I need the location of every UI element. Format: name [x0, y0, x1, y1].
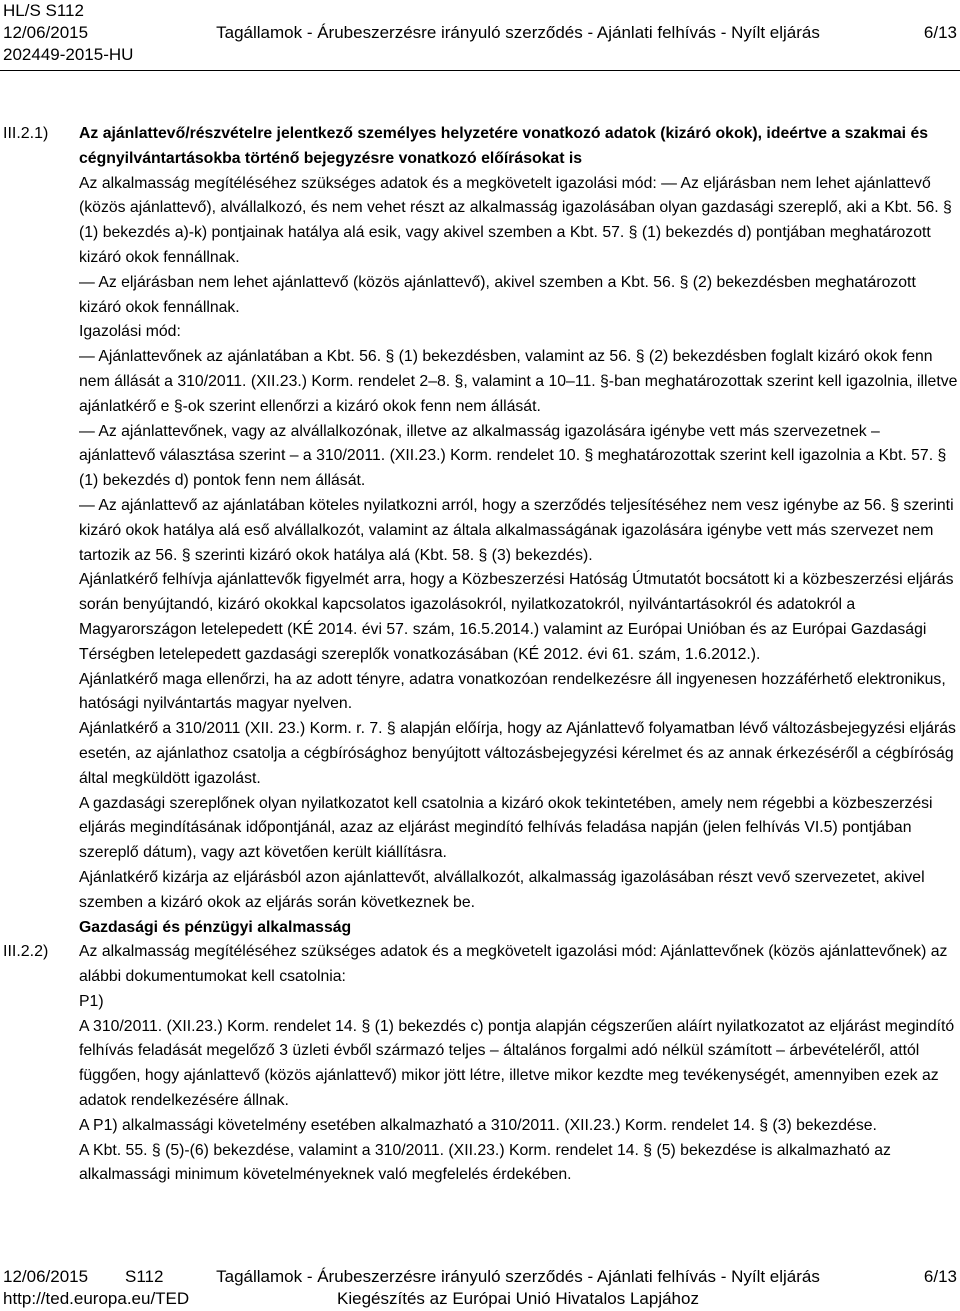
paragraph: Ajánlatkérő maga ellenőrzi, ha az adott tényre, adatra vonatkozóan rendelkezésre áll ingyenesen hozzáférhető elektronikus, hatósági nyilvántartás magyar nyelven.	[79, 670, 946, 713]
footer-title: Tagállamok - Árubeszerzésre irányuló szerződés - Ajánlati felhívás - Nyílt eljárás	[216, 1267, 820, 1286]
paragraph: A gazdasági szereplőnek olyan nyilatkozatot kell csatolnia a kizáró okok tekintetében, amely nem régebbi a közbeszerzési eljárás megindításának időpontjánál, azaz az eljárást megindító felhívás feladása napján (jelen felhívás VI.5) pontjában szereplő dátum), vagy azt követően került kiállításra.	[79, 794, 933, 862]
paragraph: A P1) alkalmassági követelmény esetében alkalmazható a 310/2011. (XII.23.) Korm. rendelet 14. § (3) bekezdése.	[79, 1116, 877, 1134]
paragraph: A Kbt. 55. § (5)-(6) bekezdése, valamint a 310/2011. (XII.23.) Korm. rendelet 14. § (5) bekezdése is alkalmazható az alkalmassági minimum követelményeknek való megfelelés érdekében.	[79, 1141, 891, 1184]
section-heading: Az ajánlattevő/részvételre jelentkező személyes helyzetére vonatkozó adatok (kizáró okok), ideértve a szakmai és cégnyilvántartásokba történő bejegyzésre vonatkozó előírásokat is	[79, 125, 929, 167]
paragraph: Az alkalmasság megítéléséhez szükséges adatok és a megkövetelt igazolási mód: — Az eljárásban nem lehet ajánlattevő (közös ajánlattevő), alvállalkozó, és nem vehet részt az alkalmasság igazolásában olyan gazdasági szereplő, aki a Kbt. 56. § (1) bekezdés a)-k) pontjainak hatálya alá esik, vagy akivel szemben a Kbt. 57. § (1) bekezdés d) pontjában meghatározott kizáró okok fennállnak.	[79, 174, 952, 266]
header-date: 12/06/2015	[3, 23, 89, 42]
footer-supplement: Kiegészítés az Európai Unió Hivatalos Lapjához	[337, 1289, 699, 1308]
main-content	[79, 122, 959, 1188]
footer-date: 12/06/2015	[3, 1267, 89, 1286]
header-page-number: 6/13	[923, 23, 957, 42]
paragraph: Ajánlatkérő kizárja az eljárásból azon ajánlattevőt, alvállalkozót, alkalmasság igazolásában részt vevő szervezetet, akivel szemben a kizáró okok az eljárás során következnek be.	[79, 868, 925, 911]
doc-id: HL/S S112	[3, 1, 84, 20]
paragraph: — Ajánlattevőnek az ajánlatában a Kbt. 56. § (1) bekezdésben, valamint az 56. § (2) bekezdésben foglalt kizáró okok fenn nem állását a 310/2011. (XII.23.) Korm. rendelet 2–8. §, valamint a 10–11. §-ban meghatározottak szerint kell igazolnia, illetve ajánlatkérő e §-ok szerint ellenőrzi a kizáró okok fenn nem állását.	[79, 348, 958, 415]
paragraph: Ajánlatkérő felhívja ajánlattevők figyelmét arra, hogy a Közbeszerzési Hatóság Útmutatót bocsátott ki a közbeszerzési eljárás során benyújtandó, kizáró okokkal kapcsolatos igazolásokról, nyilatkozatokról, nyilvántartásokról és adatokról a Magyarországon letelepedett (KÉ 2014. évi 57. szám, 16.5.2014.) valamint az Európai Unióban és az Európai Gazdasági Térségben letelepedett gazdasági szereplők vonatkozásában (KÉ 2012. évi 61. szám, 1.6.2012.).	[79, 571, 954, 663]
footer-series: S112	[125, 1267, 164, 1286]
footer-url-link[interactable]: http://ted.europa.eu/TED	[3, 1289, 190, 1308]
section-label-iii-2-1: III.2.1)	[3, 125, 49, 142]
paragraph: — Az ajánlattevőnek, vagy az alvállalkozónak, illetve az alkalmasság igazolására igénybe vett más szervezetnek – ajánlattevő választása szerint – a 310/2011. (XII.23.) Korm. rendelet 10. § meghatározottak szerint kell igazolnia a Kbt. 57. § (1) bekezdés d) pontok fenn nem állását.	[79, 422, 947, 490]
paragraph: P1)	[79, 992, 104, 1010]
header-divider	[0, 70, 960, 71]
paragraph: Ajánlatkérő a 310/2011 (XII. 23.) Korm. r. 7. § alapján előírja, hogy az Ajánlattevő folyamatban lévő változásbejegyzési eljárás esetén, az ajánlathoz csatolja a cégbírósághoz benyújtott változásbejegyzési kérelmet és az annak érkezéséről a cégbíróság által megküldött igazolást.	[79, 720, 956, 787]
paragraph: — Az ajánlattevő az ajánlatában köteles nyilatkozni arról, hogy a szerződés teljesítéséhez nem vesz igénybe az 56. § szerinti kizáró okok hatálya alá eső alvállalkozót, valamint az általa alkalmasságának igazolására igénybe vett más szervezet nem tartozik az 56. § szerinti kizáró okok hatálya alá (Kbt. 58. § (3) bekezdés).	[79, 496, 954, 564]
notice-number: 202449-2015-HU	[3, 45, 134, 64]
paragraph: — Az eljárásban nem lehet ajánlattevő (közös ajánlattevő), akivel szemben a Kbt. 56. § (2) bekezdésben meghatározott kizáró okok fennállnak.	[79, 273, 916, 316]
section-label-iii-2-2: III.2.2)	[3, 943, 49, 960]
section-heading: Gazdasági és pénzügyi alkalmasság	[79, 918, 352, 936]
paragraph: A 310/2011. (XII.23.) Korm. rendelet 14. § (1) bekezdés c) pontja alapján cégszerűen aláírt nyilatkozatot az eljárást megindító felhívás feladását megelőző 3 üzleti évből származó teljes – általános forgalmi adó nélkül számított – árbevételéről, attól függően, hogy ajánlattevő (közös ajánlattevő) mikor jött létre, illetve mikor kezdte meg tevékenységét, amennyiben ezek az adatok rendelkezésére állnak.	[79, 1017, 955, 1110]
paragraph: Igazolási mód:	[79, 323, 181, 341]
footer-page-number: 6/13	[923, 1267, 957, 1286]
paragraph: Az alkalmasság megítéléséhez szükséges adatok és a megkövetelt igazolási mód: Ajánlattevőnek (közös ajánlattevőnek) az alábbi dokumentumokat kell csatolnia:	[79, 943, 948, 986]
header-title: Tagállamok - Árubeszerzésre irányuló szerződés - Ajánlati felhívás - Nyílt eljárás	[216, 23, 820, 42]
